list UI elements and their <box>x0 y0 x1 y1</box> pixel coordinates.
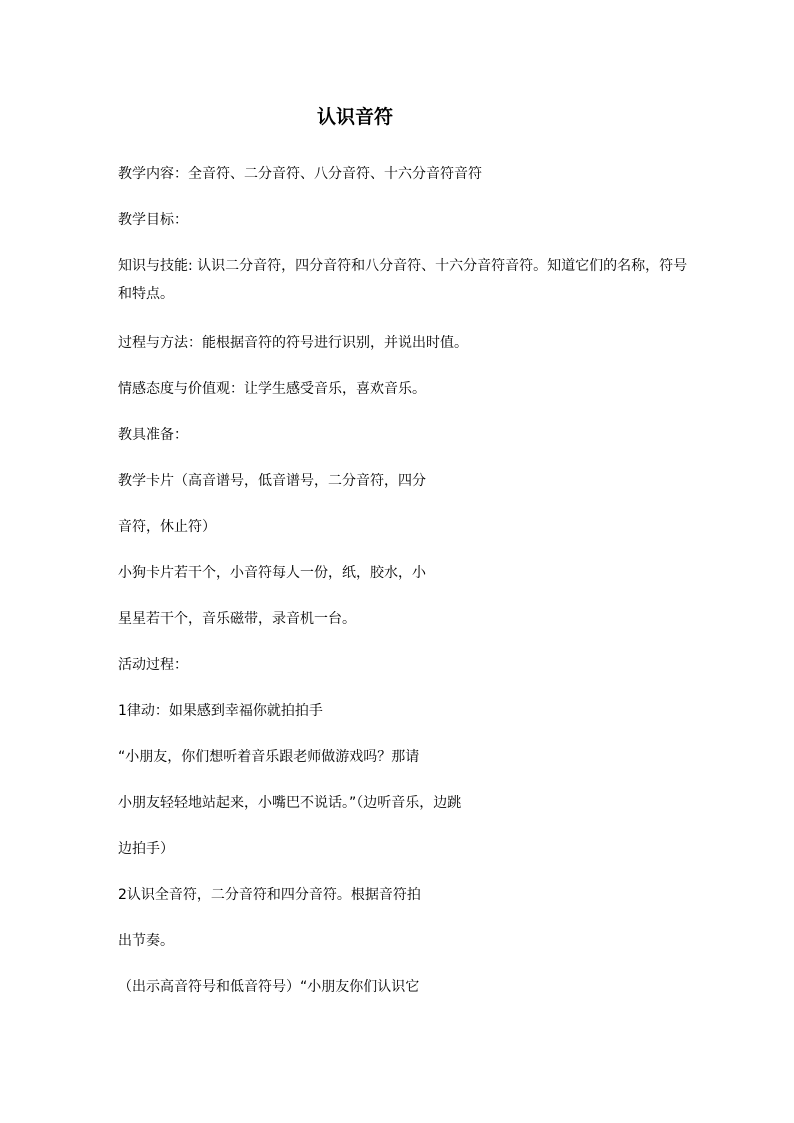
paragraph-process-method: 过程与方法：能根据音符的符号进行识别，并说出时值。 <box>118 335 468 351</box>
paragraph-quote-line-3: 边拍手） <box>118 841 174 857</box>
paragraph-step-2-line-3: （出示高音符号和低音符号）“小朋友你们认识它 <box>118 979 420 995</box>
paragraph-step-1: 1律动：如果感到幸福你就拍拍手 <box>118 703 323 719</box>
paragraph-cards-line-2: 音符，休止符） <box>118 519 216 535</box>
paragraph-teaching-aids: 教具准备： <box>118 427 188 443</box>
paragraph-teaching-content: 教学内容：全音符、二分音符、八分音符、十六分音符音符 <box>118 166 482 182</box>
paragraph-emotion-values: 情感态度与价值观：让学生感受音乐，喜欢音乐。 <box>118 381 426 397</box>
paragraph-teaching-goals: 教学目标： <box>118 212 188 228</box>
paragraph-step-2-line-1: 2认识全音符，二分音符和四分音符。根据音符拍 <box>118 887 421 903</box>
paragraph-cards-line-1: 教学卡片（高音谱号，低音谱号，二分音符，四分 <box>118 473 426 489</box>
paragraph-step-2-line-2: 出节奏。 <box>118 933 174 949</box>
paragraph-activity-process: 活动过程： <box>118 657 188 673</box>
document-title: 认识音符 <box>316 106 393 128</box>
paragraph-knowledge-skills: 知识与技能: 认识二分音符，四分音符和八分音符、十六分音符音符。知道它们的名称，符号和特点。 <box>118 258 688 302</box>
paragraph-materials-line-1: 小狗卡片若干个，小音符每人一份，纸，胶水，小 <box>118 565 426 581</box>
paragraph-quote-line-1: “小朋友，你们想听着音乐跟老师做游戏吗？那请 <box>118 749 420 765</box>
paragraph-quote-line-2: 小朋友轻轻地站起来，小嘴巴不说话。”（边听音乐，边跳 <box>118 795 462 811</box>
paragraph-materials-line-2: 星星若干个，音乐磁带，录音机一台。 <box>118 611 356 627</box>
